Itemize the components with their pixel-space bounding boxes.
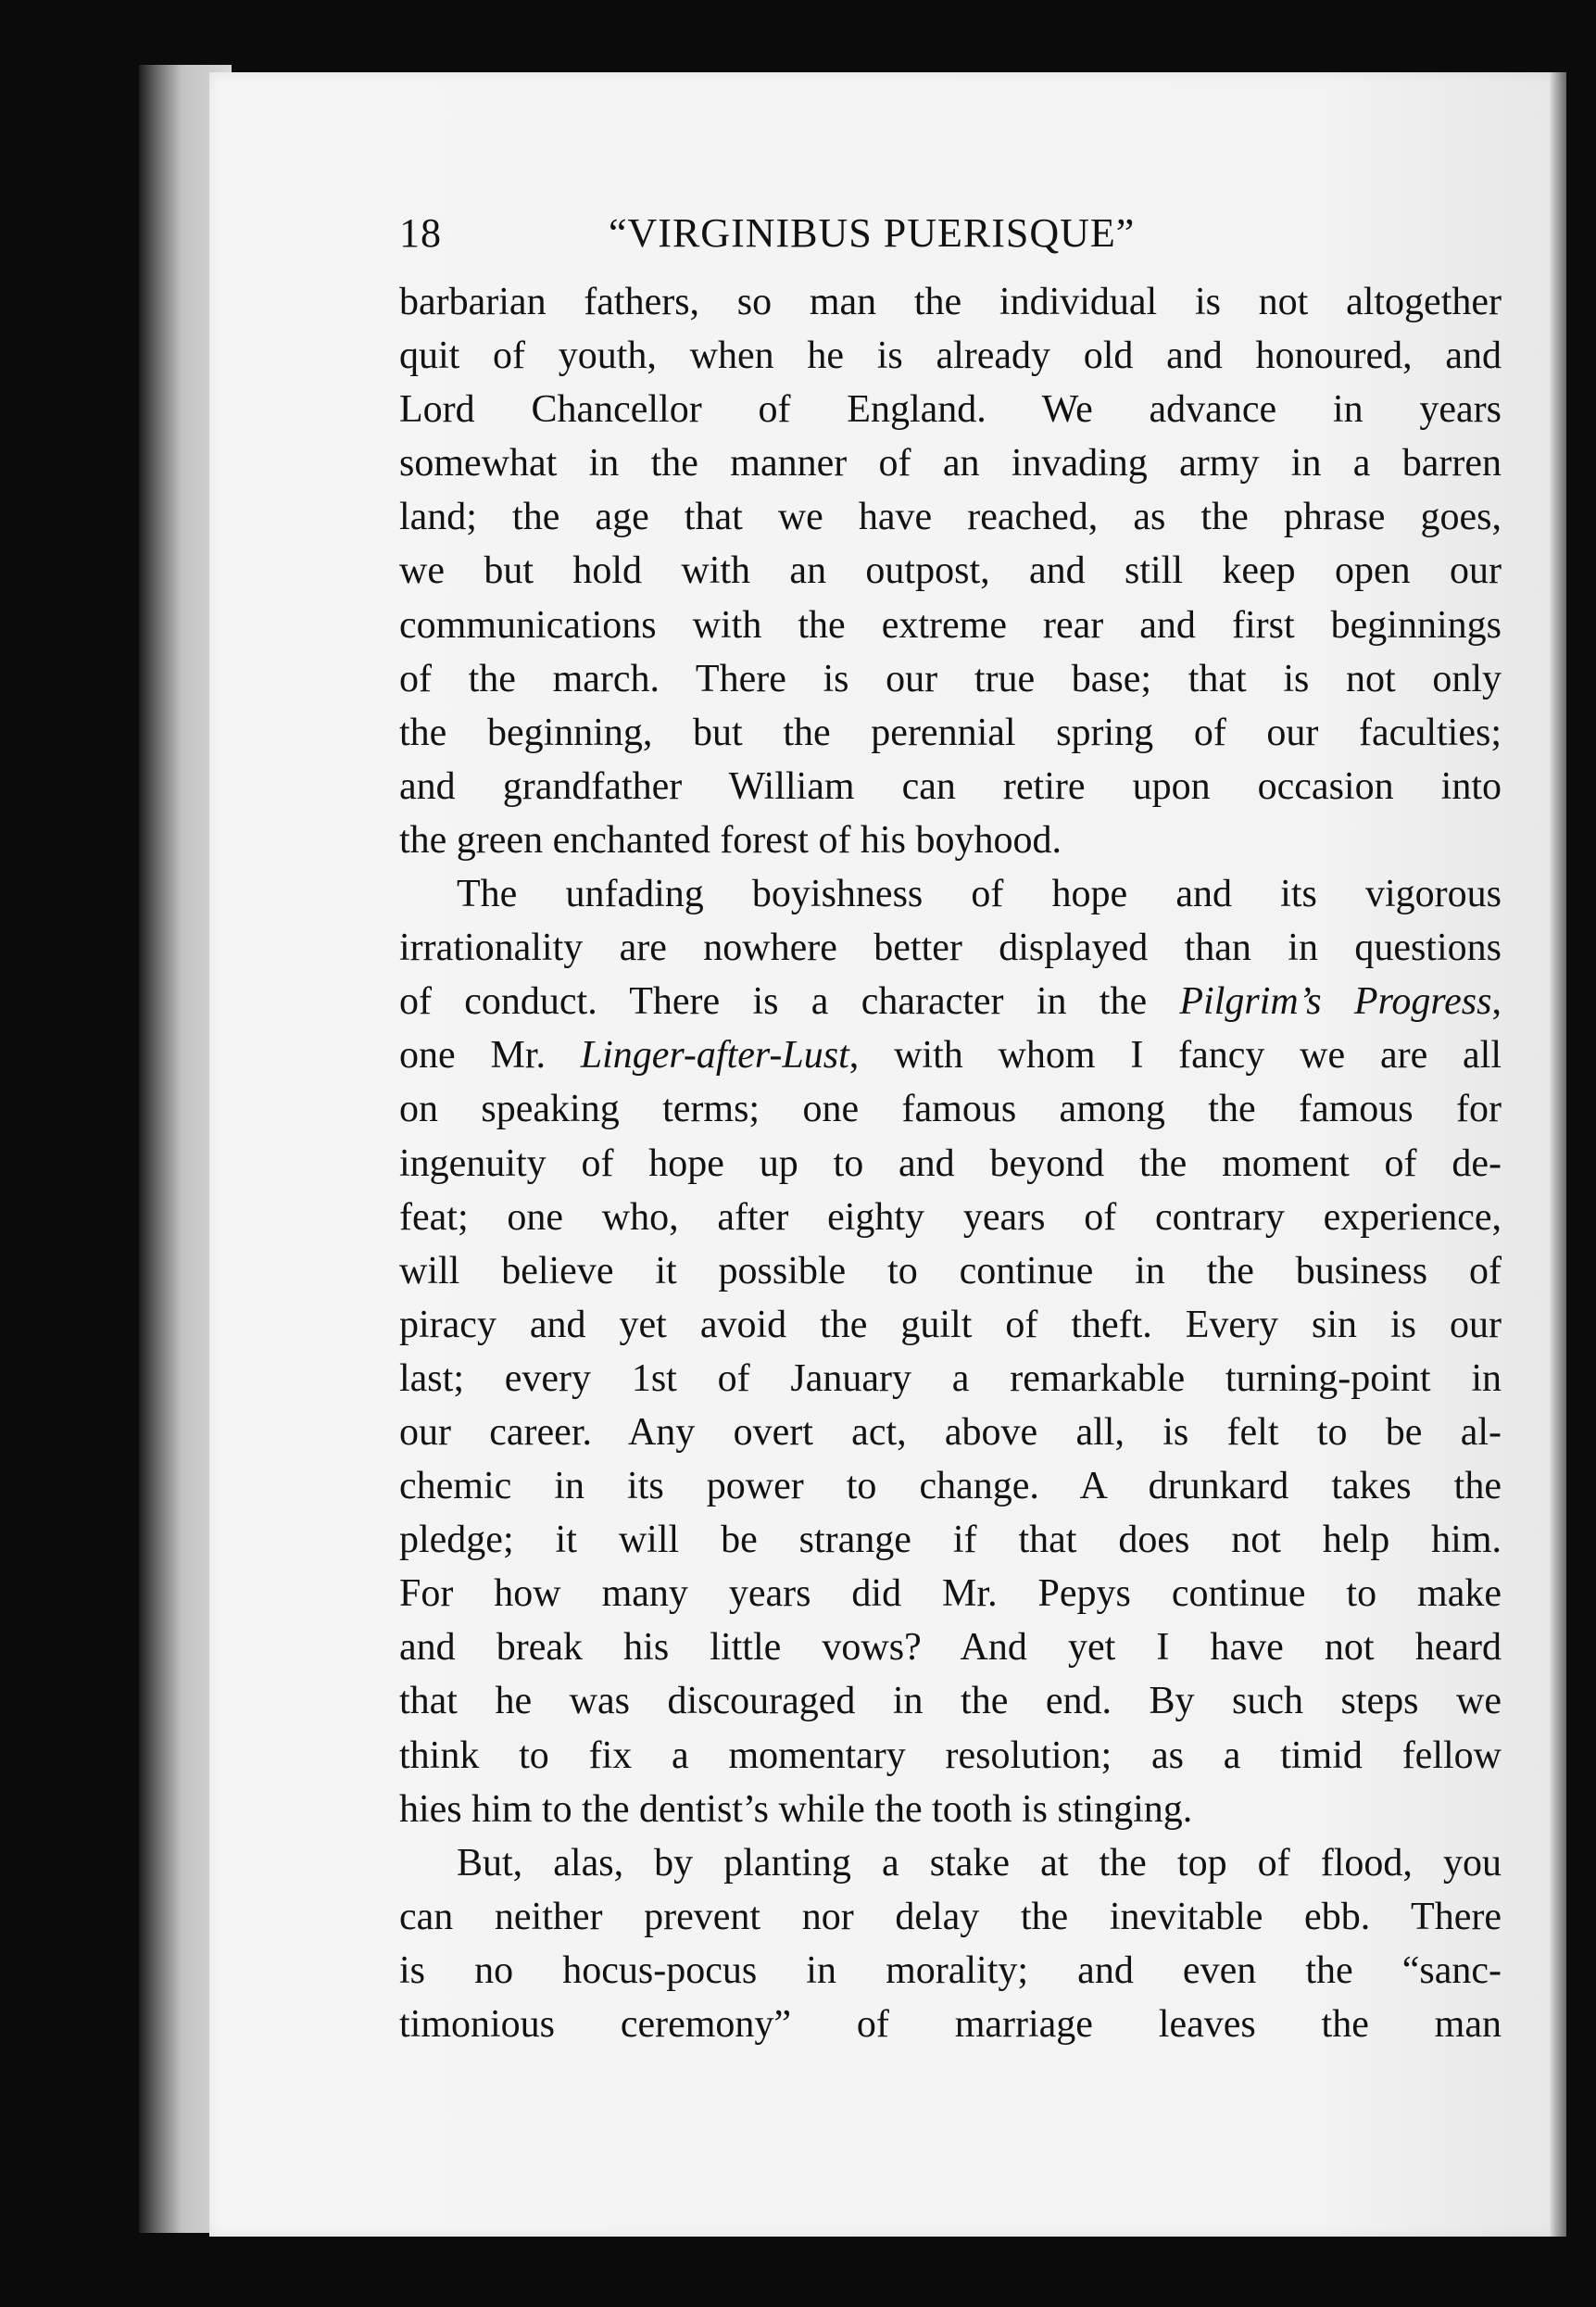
text-line-with-title [399,975,1502,1028]
text-line: think to fix a momentary resolution; as a timid fellow [399,1733,1502,1777]
text-line: Lord Chancellor of England. We advance in years [399,388,1502,432]
page-number: 18 [399,210,442,256]
page-text-block [399,207,1502,2051]
text-line: feat; one who, after eighty years of contrary experience, [399,1195,1502,1239]
text-line: our career. Any overt act, above all, is felt to be al- [399,1410,1502,1454]
text-line: land; the age that we have reached, as the phrase goes, [399,496,1502,539]
text-line: hies him to the dentist’s while the tooth is stinging. [399,1787,1193,1831]
text-line: chemic in its power to change. A drunkard takes the [399,1465,1502,1508]
text-line: barbarian fathers, so man the individual is not altogether [399,281,1502,323]
text-line: quit of youth, when he is already old and honoured, and [399,334,1502,378]
text-line-with-character-name [399,1028,1502,1082]
text-line: The unfading boyishness of hope and its vigorous [457,873,1502,916]
text-line-before-italic: of conduct. There is a character in the [399,980,1180,1024]
text-line: is no hocus-pocus in morality; and even the “sanc- [399,1948,1502,1992]
text-line: ingenuity of hope up to and beyond the moment of de- [399,1141,1502,1185]
page-right-edge [1550,72,1566,2237]
paragraph-2 [399,867,1502,1836]
text-line-before-italic: one Mr. [399,1034,581,1078]
text-line: that he was discouraged in the end. By such steps we [399,1680,1502,1723]
text-line: pledge; it will be strange if that does not help him. [399,1519,1502,1562]
text-line: can neither prevent nor delay the inevitable ebb. There [399,1895,1502,1938]
text-line: somewhat in the manner of an invading army in a barren [399,442,1502,485]
text-line: of the march. There is our true base; that is not only [399,657,1502,700]
italic-book-title: Pilgrim’s Progress [1179,980,1492,1024]
running-head [399,207,1502,275]
text-line: For how many years did Mr. Pepys continue to make [399,1572,1502,1616]
text-line: But, alas, by planting a stake at the top of flood, you [457,1841,1502,1885]
paragraph-1 [399,275,1502,867]
text-line-after-italic: , with whom I fancy we are all [848,1034,1502,1078]
text-line: on speaking terms; one famous among the famous for [399,1088,1502,1131]
text-line: the green enchanted forest of his boyhood. [399,818,1062,862]
text-line: piracy and yet avoid the guilt of theft. Every sin is our [399,1303,1502,1346]
text-line: we but hold with an outpost, and still keep open our [399,549,1502,593]
text-line: and grandfather William can retire upon occasion into [399,764,1502,808]
text-line-after-italic: , [1491,980,1502,1024]
paragraph-3 [399,1836,1502,2051]
text-line: irrationality are nowhere better displayed than in questions [399,927,1502,970]
text-line: timonious ceremony” of marriage leaves the man [399,2003,1502,2046]
running-title: “VIRGINIBUS PUERISQUE” [609,210,1136,256]
text-line: the beginning, but the perennial spring of our faculties; [399,711,1502,754]
text-line: and break his little vows? And yet I have not heard [399,1626,1502,1670]
book-page [209,72,1566,2237]
text-line: will believe it possible to continue in the business of [399,1249,1502,1292]
italic-character-name: Linger-after-Lust [580,1034,849,1078]
text-line: last; every 1st of January a remarkable turning-point in [399,1356,1502,1400]
text-line: communications with the extreme rear and first beginnings [399,603,1502,647]
